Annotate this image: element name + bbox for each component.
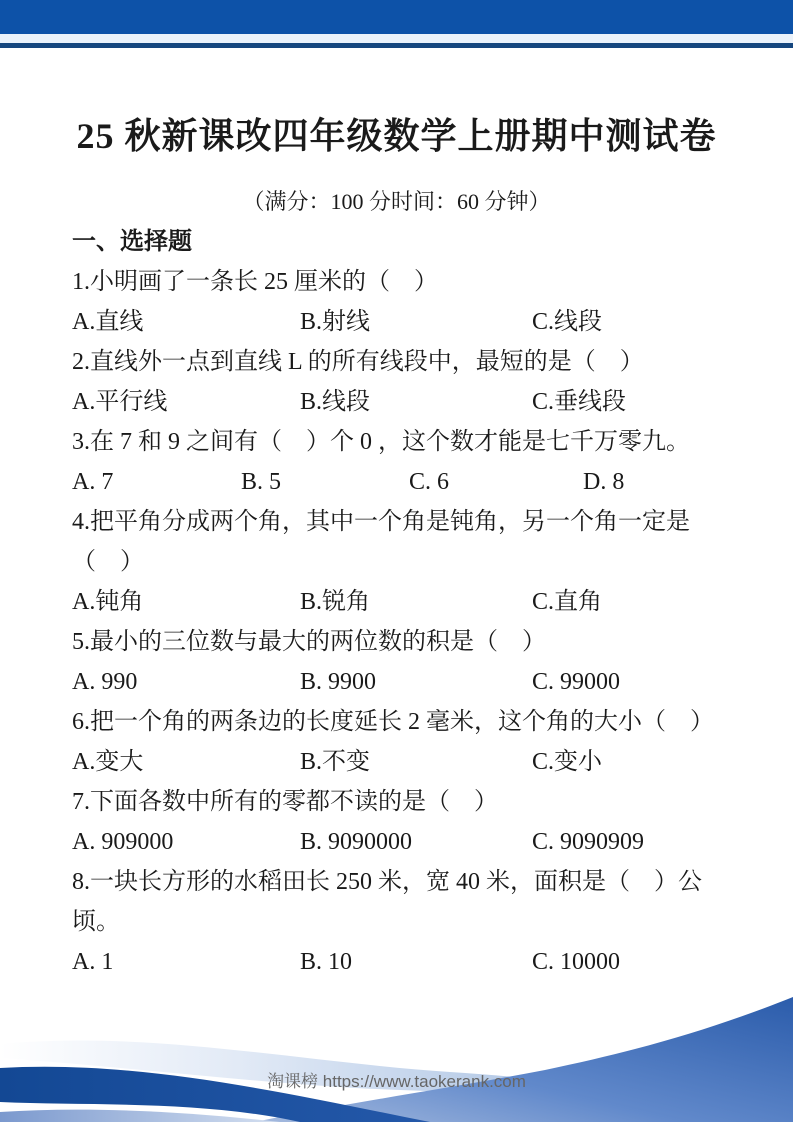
question-text: （ ） [72,549,144,575]
option: C.直角 [532,589,603,615]
footer-wave-decoration [0,992,793,1122]
question-text: 7.下面各数中所有的零都不读的是（ ） [72,789,498,815]
option-row [72,742,772,782]
exam-info: （满分：100 分时间：60 分钟） [242,189,551,214]
option-row [72,582,772,622]
question-text: 4.把平角分成两个角，其中一个角是钝角，另一个角一定是 [72,509,690,535]
option-row [72,942,772,982]
question [72,342,772,422]
header-bar [0,0,793,34]
option: C.线段 [532,309,603,335]
option-row [72,462,772,502]
question [72,782,772,862]
option: C. 99000 [532,669,621,695]
option: C.垂线段 [532,389,627,415]
question-text: 8.一块长方形的水稻田长 250 米，宽 40 米，面积是（ ）公 [72,869,702,895]
question [72,622,772,702]
question [72,862,772,982]
header-strip [0,34,793,43]
page-title: 25 秋新课改四年级数学上册期中测试卷 [76,116,717,156]
question [72,702,772,782]
question [72,502,772,622]
question-text: 顷。 [72,909,120,935]
option-row [72,662,772,702]
question [72,422,772,502]
option: D. 8 [583,469,625,495]
option-row [72,382,772,422]
footer-watermark: 淘课榜 https://www.taokerank.com [267,1072,526,1091]
option: A.钝角 [72,589,144,615]
header-accent-line [0,43,793,48]
option: A.直线 [72,309,144,335]
option: B.线段 [300,389,371,415]
option: A. 7 [72,469,114,495]
option: C. 6 [409,469,450,495]
option: B. 10 [300,949,353,975]
question-list [72,262,772,982]
option: A. 909000 [72,829,174,855]
option: A. 990 [72,669,138,695]
question-text: 3.在 7 和 9 之间有（ ）个 0 ，这个数才能是七千万零九。 [72,429,690,455]
option: B.不变 [300,749,371,775]
option: C. 9090909 [532,829,645,855]
option: A.平行线 [72,389,168,415]
option: A. 1 [72,949,114,975]
option: B. 9900 [300,669,377,695]
question-text: 2.直线外一点到直线 L 的所有线段中，最短的是（ ） [72,349,644,375]
question-text: 6.把一个角的两条边的长度延长 2 毫米，这个角的大小（ ） [72,709,714,735]
option: C.变小 [532,749,603,775]
section-heading: 一、选择题 [72,228,192,255]
question [72,262,772,342]
option-row [72,302,772,342]
option: A.变大 [72,749,144,775]
option-row [72,822,772,862]
option: C. 10000 [532,949,621,975]
option: B.射线 [300,309,371,335]
question-text: 5.最小的三位数与最大的两位数的积是（ ） [72,629,546,655]
option: B. 5 [241,469,282,495]
option: B.锐角 [300,589,371,615]
question-text: 1.小明画了一条长 25 厘米的（ ） [72,269,438,295]
option: B. 9090000 [300,829,413,855]
